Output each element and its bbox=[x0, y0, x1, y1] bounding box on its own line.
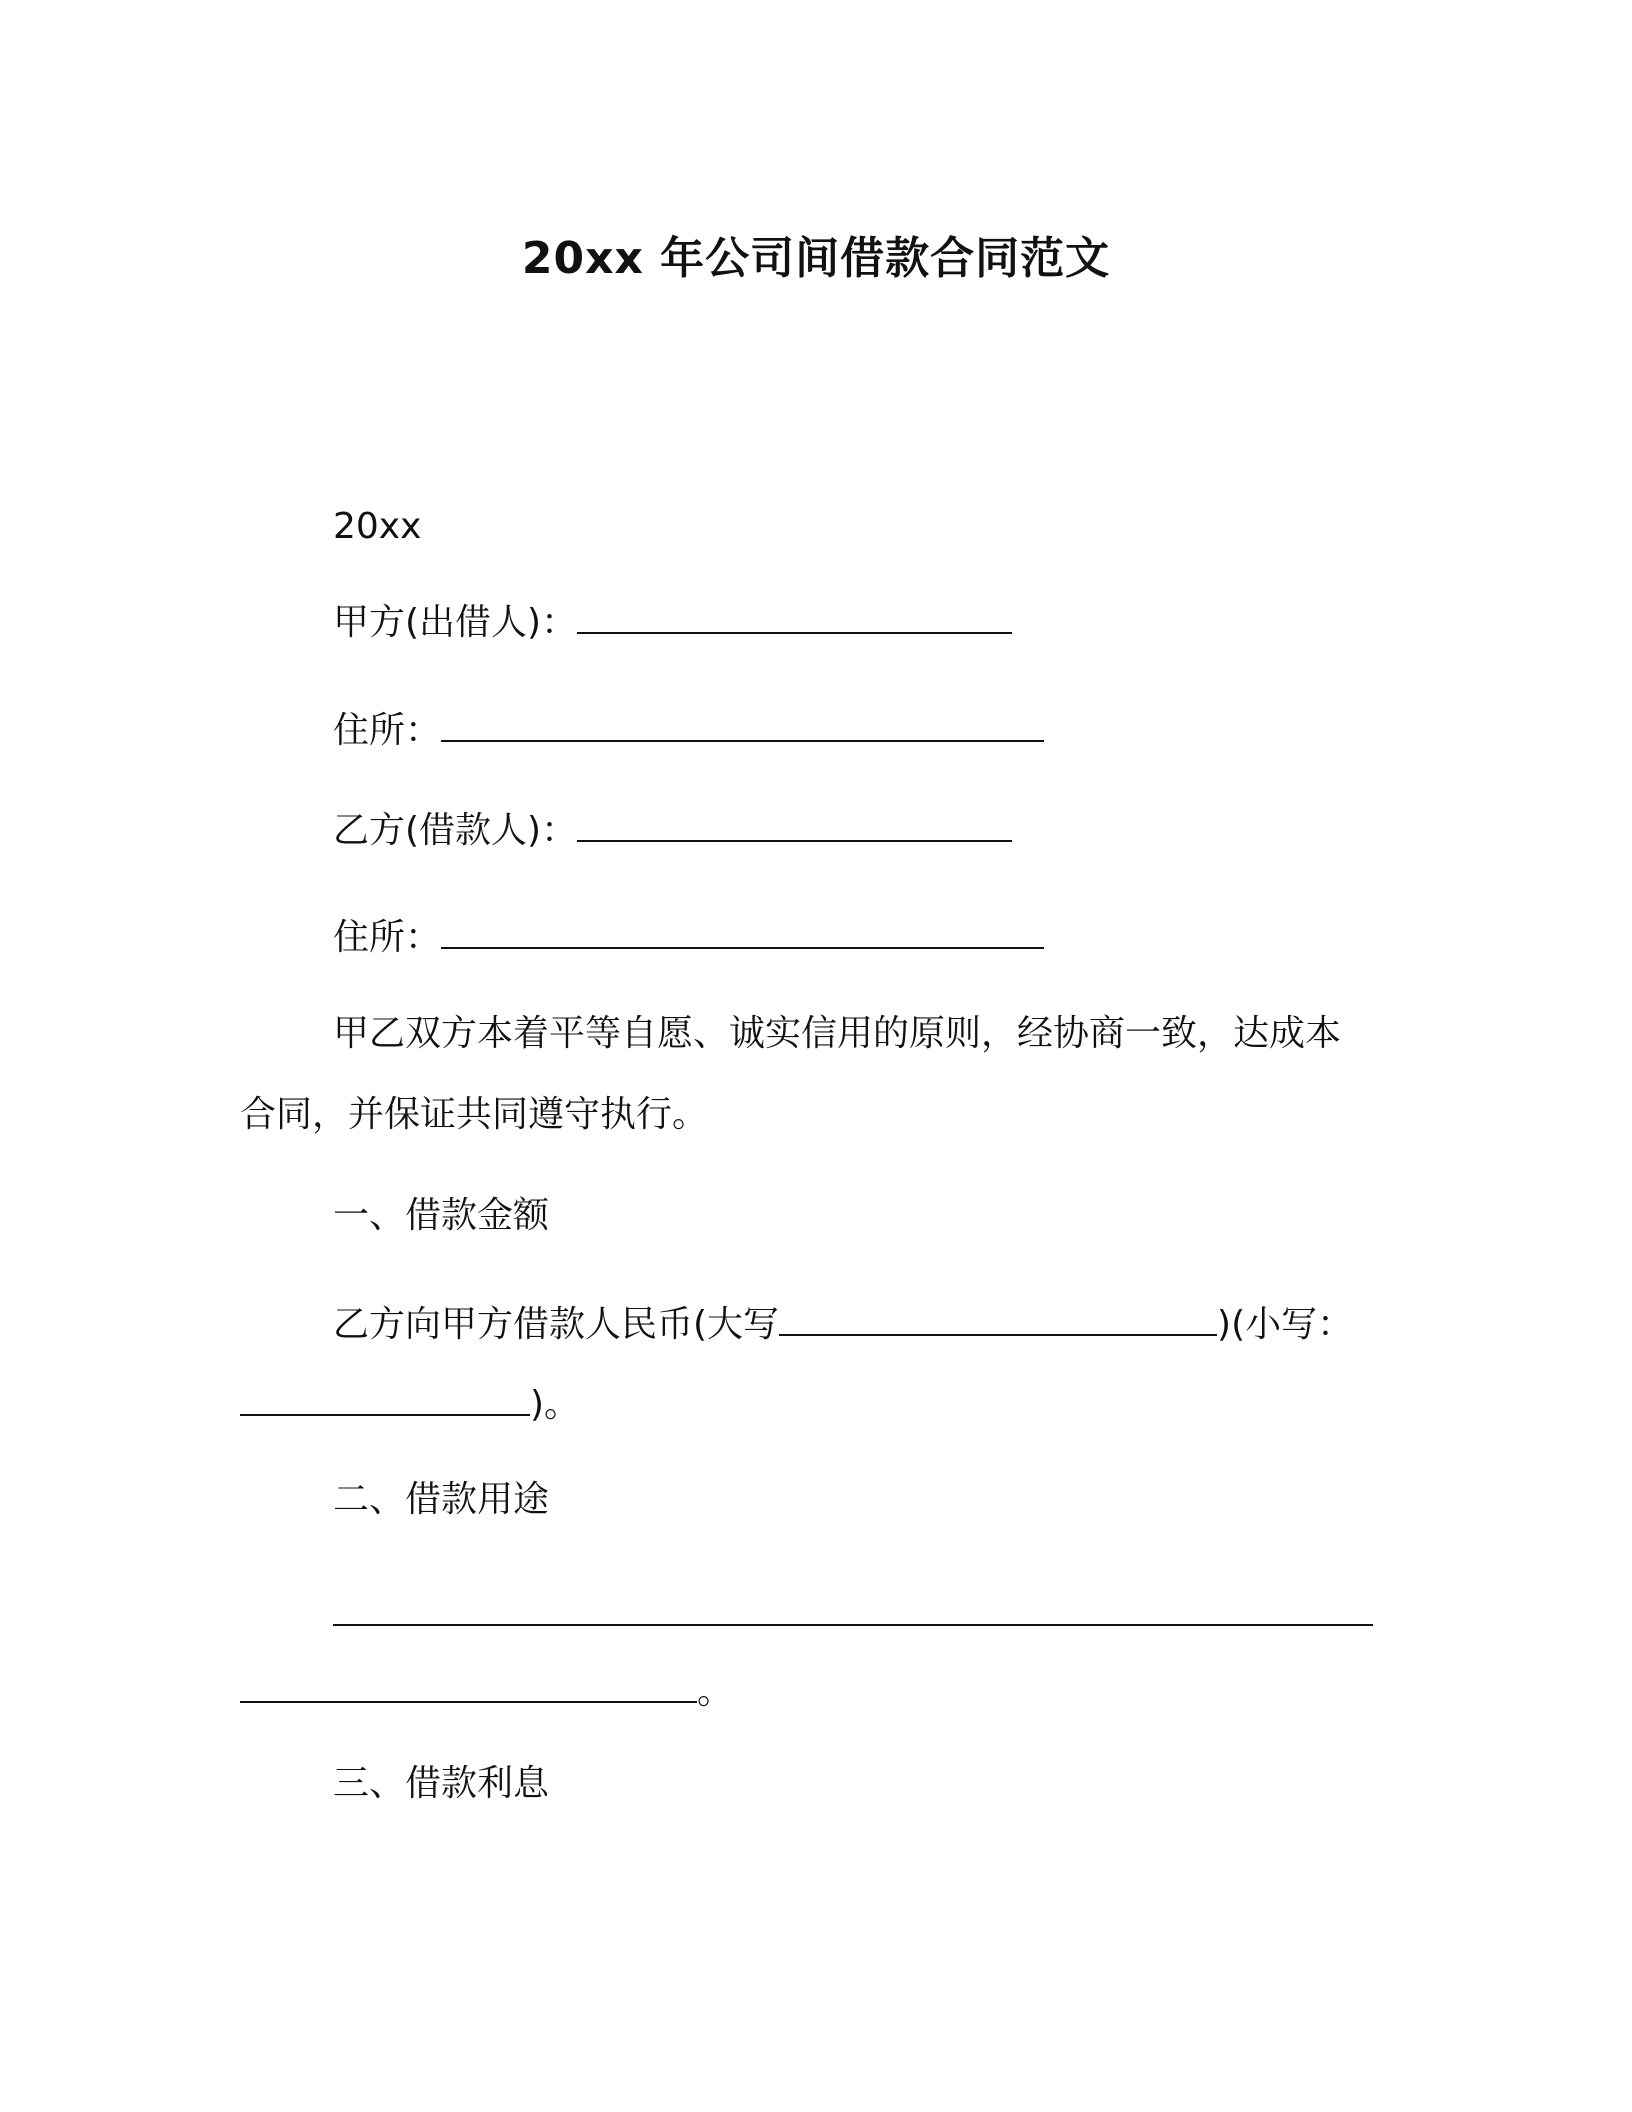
loan-amount-line-2-suffix: )。 bbox=[530, 1384, 581, 1425]
loan-purpose-blank-2[interactable] bbox=[240, 1667, 697, 1703]
party-b-line bbox=[333, 806, 1012, 853]
preamble-line-1: 甲乙双方本着平等自愿、诚实信用的原则，经协商一致，达成本 bbox=[333, 1013, 1342, 1054]
loan-purpose-blank-1[interactable] bbox=[333, 1590, 1373, 1626]
section-3-heading: 三、借款利息 bbox=[333, 1763, 550, 1804]
party-b-blank[interactable] bbox=[577, 806, 1012, 842]
loan-amount-line-2 bbox=[240, 1380, 580, 1427]
loan-purpose-line-2 bbox=[240, 1667, 733, 1714]
party-b-address-line bbox=[333, 913, 1044, 960]
year-line: 20xx bbox=[333, 506, 422, 547]
party-a-address-line bbox=[333, 706, 1044, 753]
party-b-address-label: 住所： bbox=[333, 917, 442, 958]
section-2-heading: 二、借款用途 bbox=[333, 1479, 550, 1520]
loan-amount-suffix: )(小写： bbox=[1217, 1304, 1354, 1345]
party-a-address-label: 住所： bbox=[333, 710, 442, 751]
party-a-address-blank[interactable] bbox=[441, 706, 1044, 742]
party-a-blank[interactable] bbox=[577, 598, 1012, 634]
party-b-address-blank[interactable] bbox=[441, 913, 1044, 949]
loan-amount-prefix: 乙方向甲方借款人民币(大写 bbox=[333, 1304, 780, 1345]
loan-purpose-end: 。 bbox=[697, 1671, 734, 1712]
document-title: 20xx 年公司间借款合同范文 bbox=[521, 233, 1111, 284]
section-1-heading: 一、借款金额 bbox=[333, 1195, 550, 1236]
loan-amount-line-1 bbox=[333, 1300, 1353, 1347]
amount-uppercase-blank[interactable] bbox=[779, 1300, 1217, 1336]
party-b-label: 乙方(借款人)： bbox=[333, 810, 578, 851]
amount-lowercase-blank[interactable] bbox=[240, 1380, 530, 1416]
loan-purpose-line-1 bbox=[333, 1590, 1373, 1637]
party-a-label: 甲方(出借人)： bbox=[333, 602, 578, 643]
party-a-line bbox=[333, 598, 1012, 645]
preamble-line-2: 合同，并保证共同遵守执行。 bbox=[240, 1094, 709, 1135]
